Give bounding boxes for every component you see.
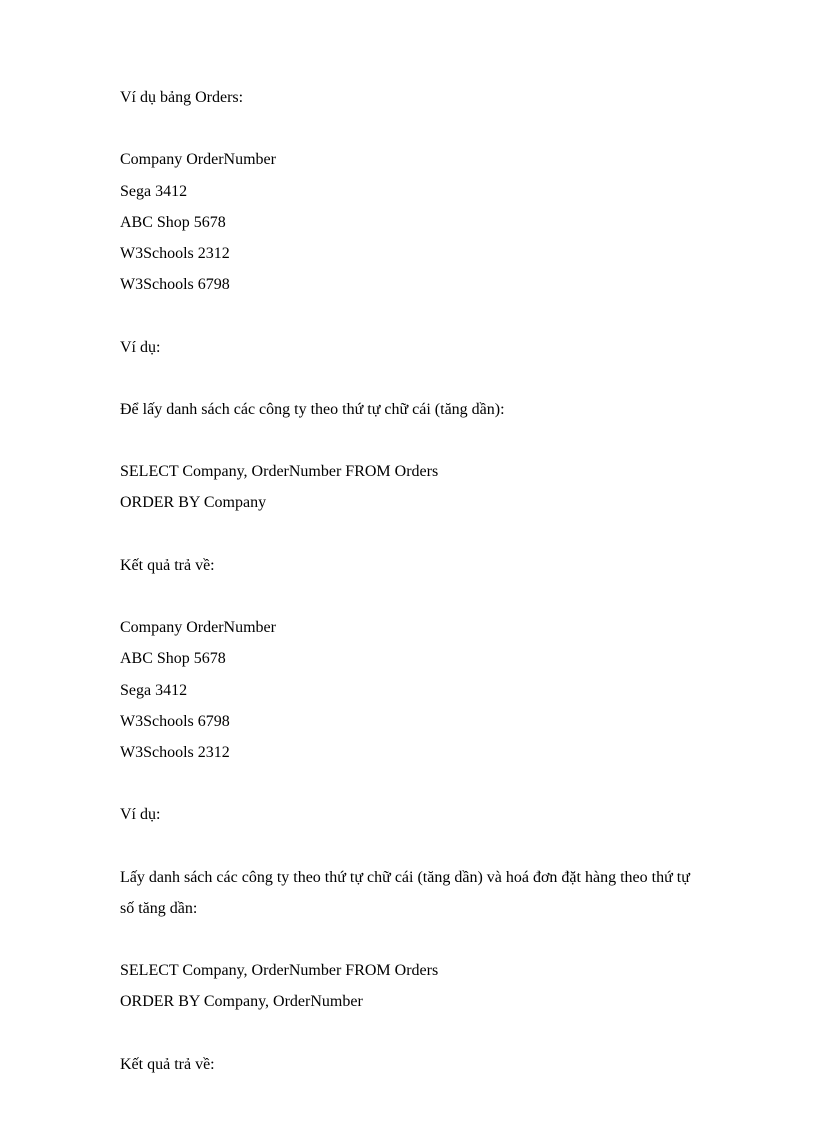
example1-description: Để lấy danh sách các công ty theo thứ tự chữ cái (tăng dần):: [120, 400, 505, 418]
spacer: [120, 113, 720, 144]
spacer: [120, 425, 720, 456]
intro-text: Ví dụ bảng Orders:: [120, 89, 244, 106]
example2-sql-line: ORDER BY Company, OrderNumber: [120, 993, 363, 1011]
example2-result-label: Kết quả trả về:: [120, 1055, 215, 1073]
spacer: [120, 363, 720, 394]
table1-row: W3Schools 2312: [120, 244, 230, 262]
spacer: [120, 831, 720, 862]
spacer: [120, 924, 720, 955]
example2-sql-line: SELECT Company, OrderNumber FROM Orders: [120, 962, 439, 980]
example1-result-label: Kết quả trả về:: [120, 556, 215, 574]
example1-sql-line: SELECT Company, OrderNumber FROM Orders: [120, 463, 439, 481]
spacer: [120, 581, 720, 612]
example2-label: Ví dụ:: [120, 806, 161, 824]
table1-row: W3Schools 6798: [120, 276, 230, 294]
table1-row: Sega 3412: [120, 182, 188, 200]
spacer: [120, 519, 720, 550]
example1-label: Ví dụ:: [120, 338, 161, 356]
example2-description-line: số tăng dần:: [120, 899, 198, 917]
example1-result-row: W3Schools 2312: [120, 743, 230, 761]
spacer: [120, 300, 720, 331]
spacer: [120, 768, 720, 799]
table1-row: ABC Shop 5678: [120, 213, 226, 231]
example1-sql-line: ORDER BY Company: [120, 494, 267, 512]
example1-result-header: Company OrderNumber: [120, 619, 276, 637]
example2-description-line: Lấy danh sách các công ty theo thứ tự chữ cái (tăng dần) và hoá đơn đặt hàng theo thứ tự: [120, 868, 690, 886]
spacer: [120, 1018, 720, 1049]
document-page: [120, 82, 720, 1080]
example1-result-row: Sega 3412: [120, 681, 188, 699]
example1-result-row: ABC Shop 5678: [120, 650, 226, 668]
example1-result-row: W3Schools 6798: [120, 712, 230, 730]
table1-header: Company OrderNumber: [120, 151, 276, 169]
